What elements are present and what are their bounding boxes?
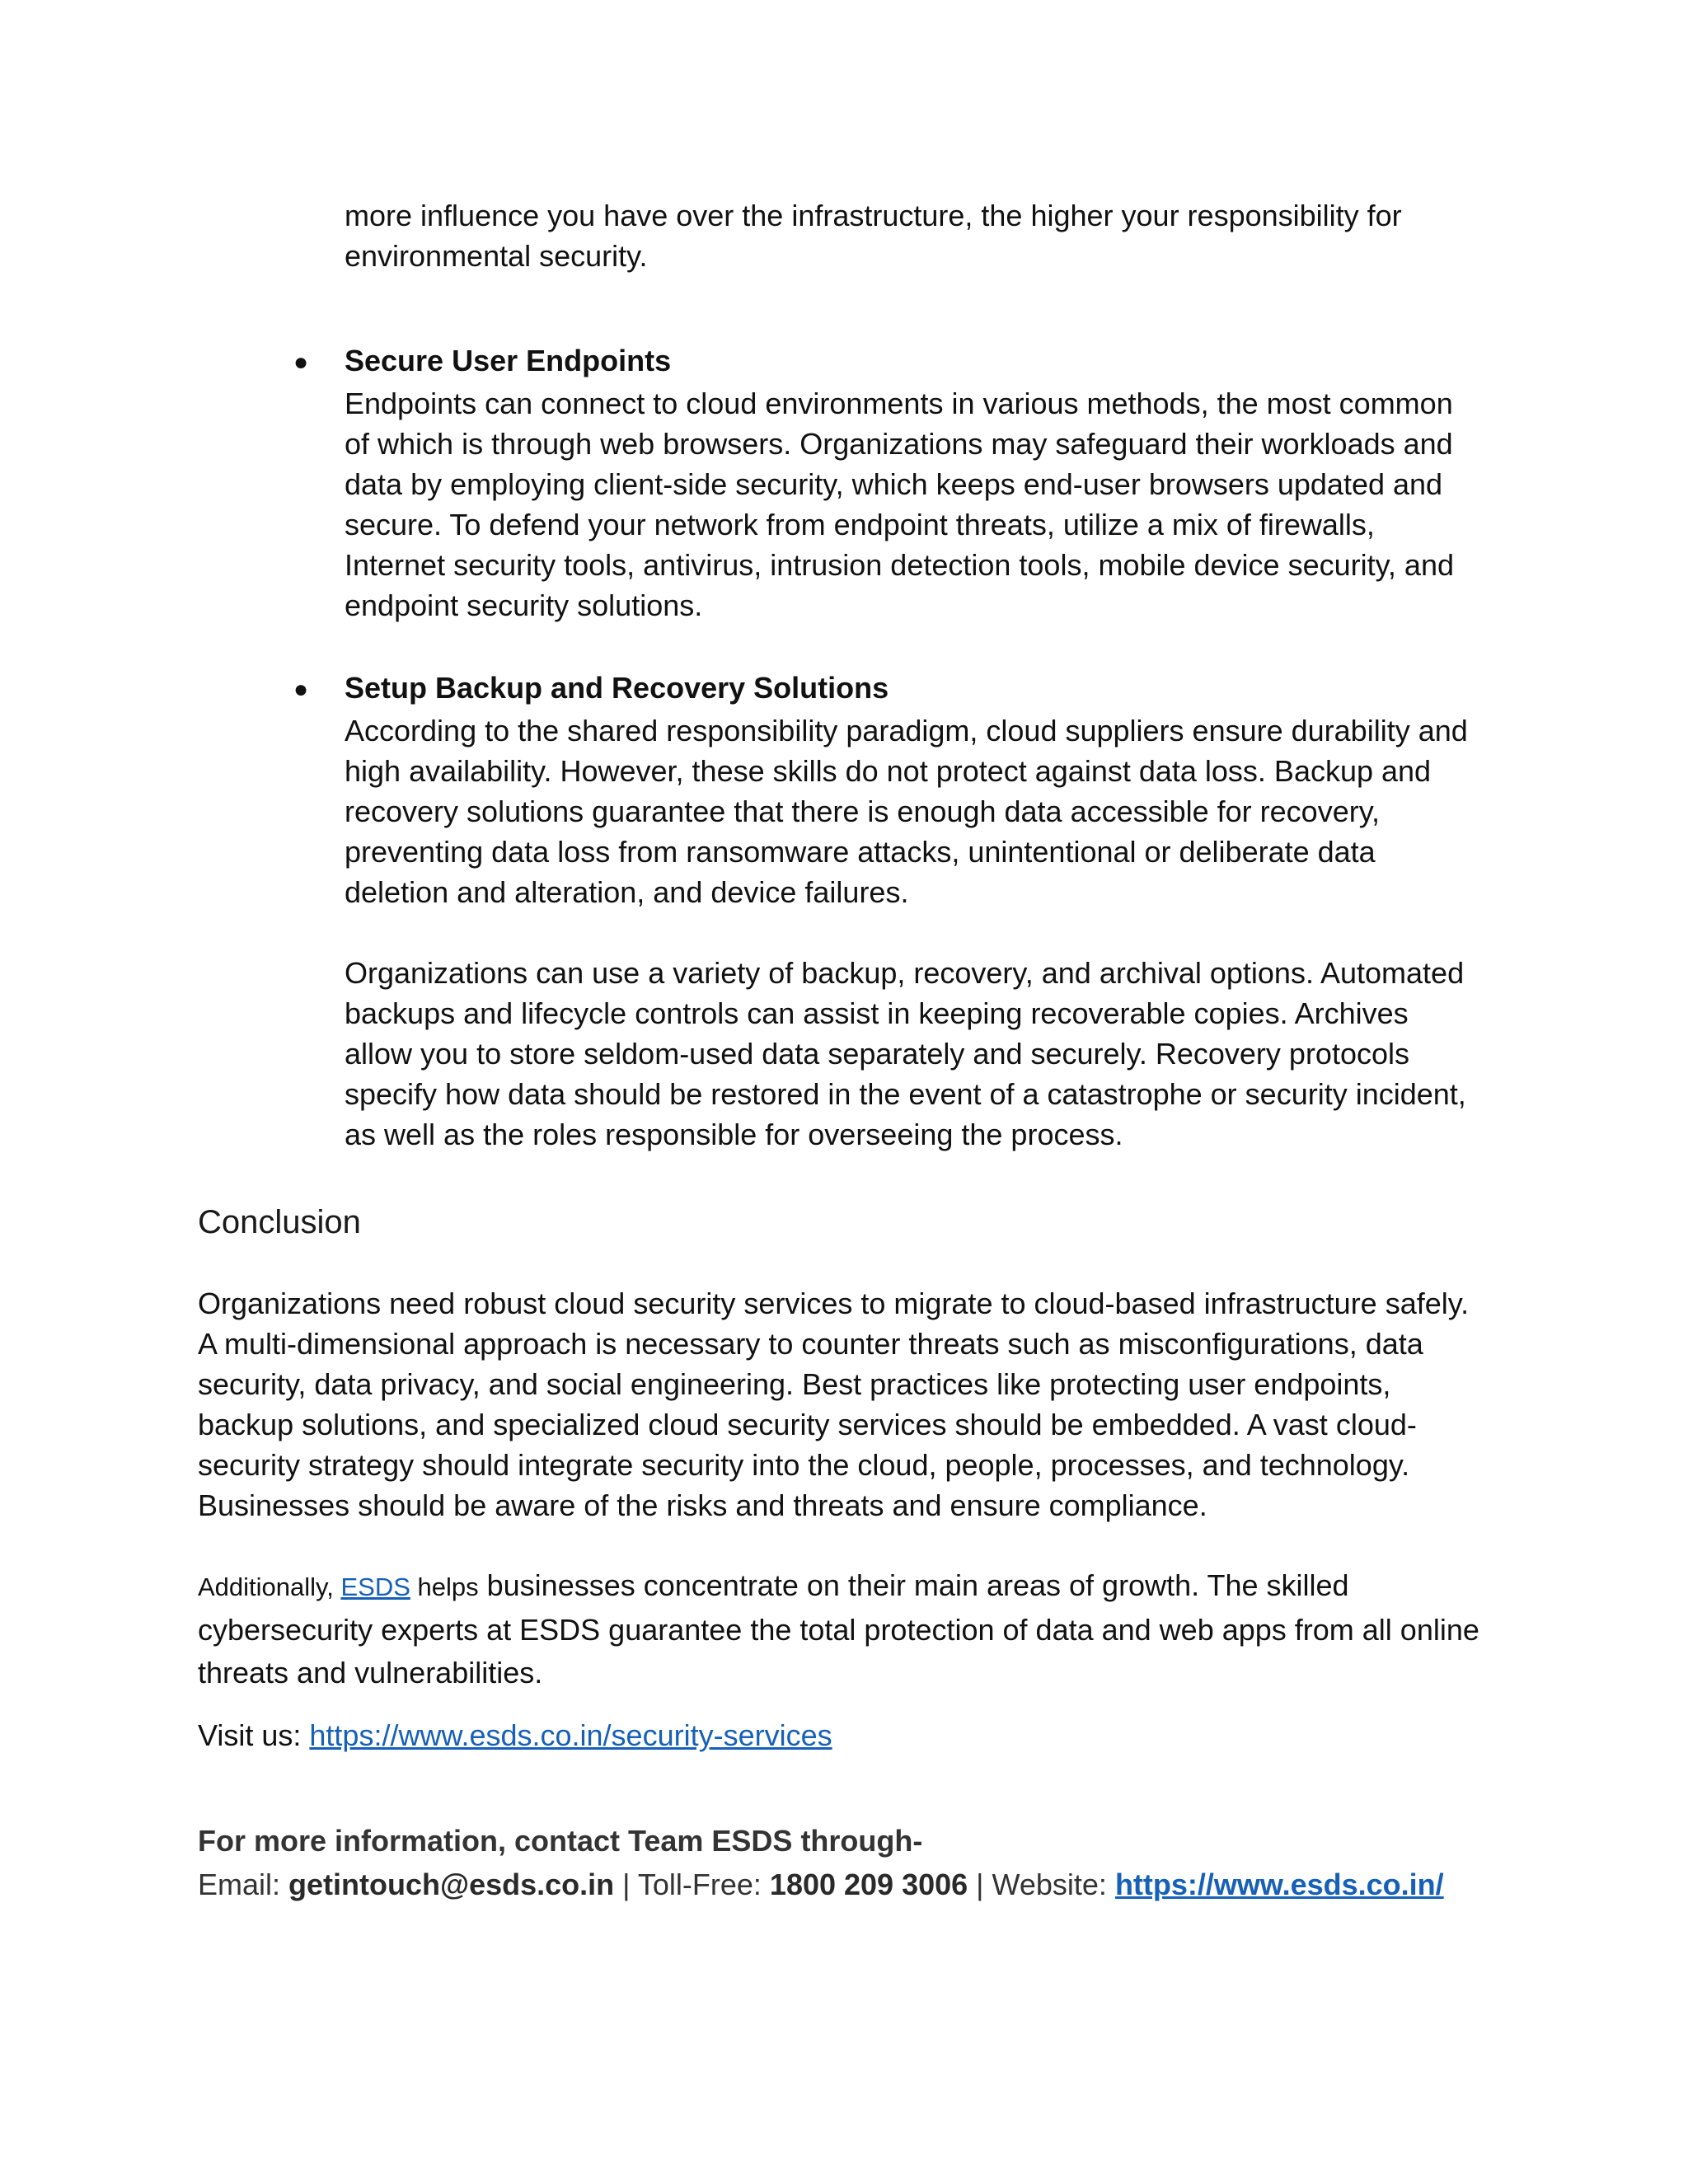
contact-line (198, 1863, 1517, 1906)
additional-rest: businesses concentrate on their main areas of growth. The skilled cybersecurity experts at ESDS guarantee the total protection of data and web apps from all online threats and vulnerabilities. (198, 1568, 1479, 1690)
esds-link[interactable]: ESDS (340, 1572, 410, 1601)
tollfree-label: Toll-Free: (637, 1868, 770, 1901)
additional-paragraph (198, 1564, 1484, 1694)
visit-label: Visit us: (198, 1718, 310, 1752)
website-link[interactable]: https://www.esds.co.in/ (1114, 1868, 1444, 1901)
section-heading-conclusion: Conclusion (198, 1204, 361, 1240)
intro-paragraph: more influence you have over the infrastructure, the higher your responsibility for environmental security. (345, 199, 1402, 273)
website-label: Website: (992, 1868, 1115, 1901)
bullet-title-backup-recovery: Setup Backup and Recovery Solutions (345, 671, 889, 705)
security-services-link[interactable]: https://www.esds.co.in/security-services (309, 1718, 832, 1752)
additional-prefix: Additionally, (198, 1572, 341, 1601)
bullet-title-secure-user-endpoints: Secure User Endpoints (345, 344, 672, 377)
additional-helps: helps (410, 1572, 479, 1601)
visit-line (198, 1715, 1484, 1755)
bullet-icon: ● (293, 676, 309, 703)
email-value: getintouch@esds.co.in (288, 1868, 615, 1901)
contact-heading: For more information, contact Team ESDS through- (198, 1824, 923, 1858)
bullet-paragraph: Endpoints can connect to cloud environments in various methods, the most common of which is through web browsers. Organizations may safeguard their workloads and data by employing client-side security, which keeps end-user browsers updated and secure. To defend your network from endpoint threats, utilize a mix of firewalls, Internet security tools, antivirus, intrusion detection tools, mobile device security, and endpoint security solutions. (345, 387, 1454, 622)
separator: | (968, 1868, 992, 1901)
tollfree-value: 1800 209 3006 (769, 1868, 968, 1901)
bullet-paragraph: According to the shared responsibility paradigm, cloud suppliers ensure durability and high availability. However, these skills do not protect against data loss. Backup and recovery solutions guarantee that there is enough data accessible for recovery, preventing data loss from ransomware attacks, unintentional or deliberate data deletion and alteration, and device failures. (345, 714, 1468, 909)
bullet-paragraph: Organizations can use a variety of backup, recovery, and archival options. Automated backups and lifecycle controls can assist in keeping recoverable copies. Archives allow you to store seldom-used data separately and securely. Recovery protocols specify how data should be restored in the event of a catastrophe or security incident, as well as the roles responsible for overseeing the process. (345, 956, 1466, 1151)
separator: | (614, 1868, 638, 1901)
conclusion-paragraph: Organizations need robust cloud security services to migrate to cloud-based infrastructure safely. A multi-dimensional approach is necessary to counter threats such as misconfigurations, data security, data privacy, and social engineering. Best practices like protecting user endpoints, backup solutions, and specialized cloud security services should be embedded. A vast cloud-security strategy should integrate security into the cloud, people, processes, and technology. Businesses should be aware of the risks and threats and ensure compliance. (198, 1286, 1470, 1522)
email-label: Email: (198, 1868, 289, 1901)
bullet-icon: ● (293, 349, 309, 376)
